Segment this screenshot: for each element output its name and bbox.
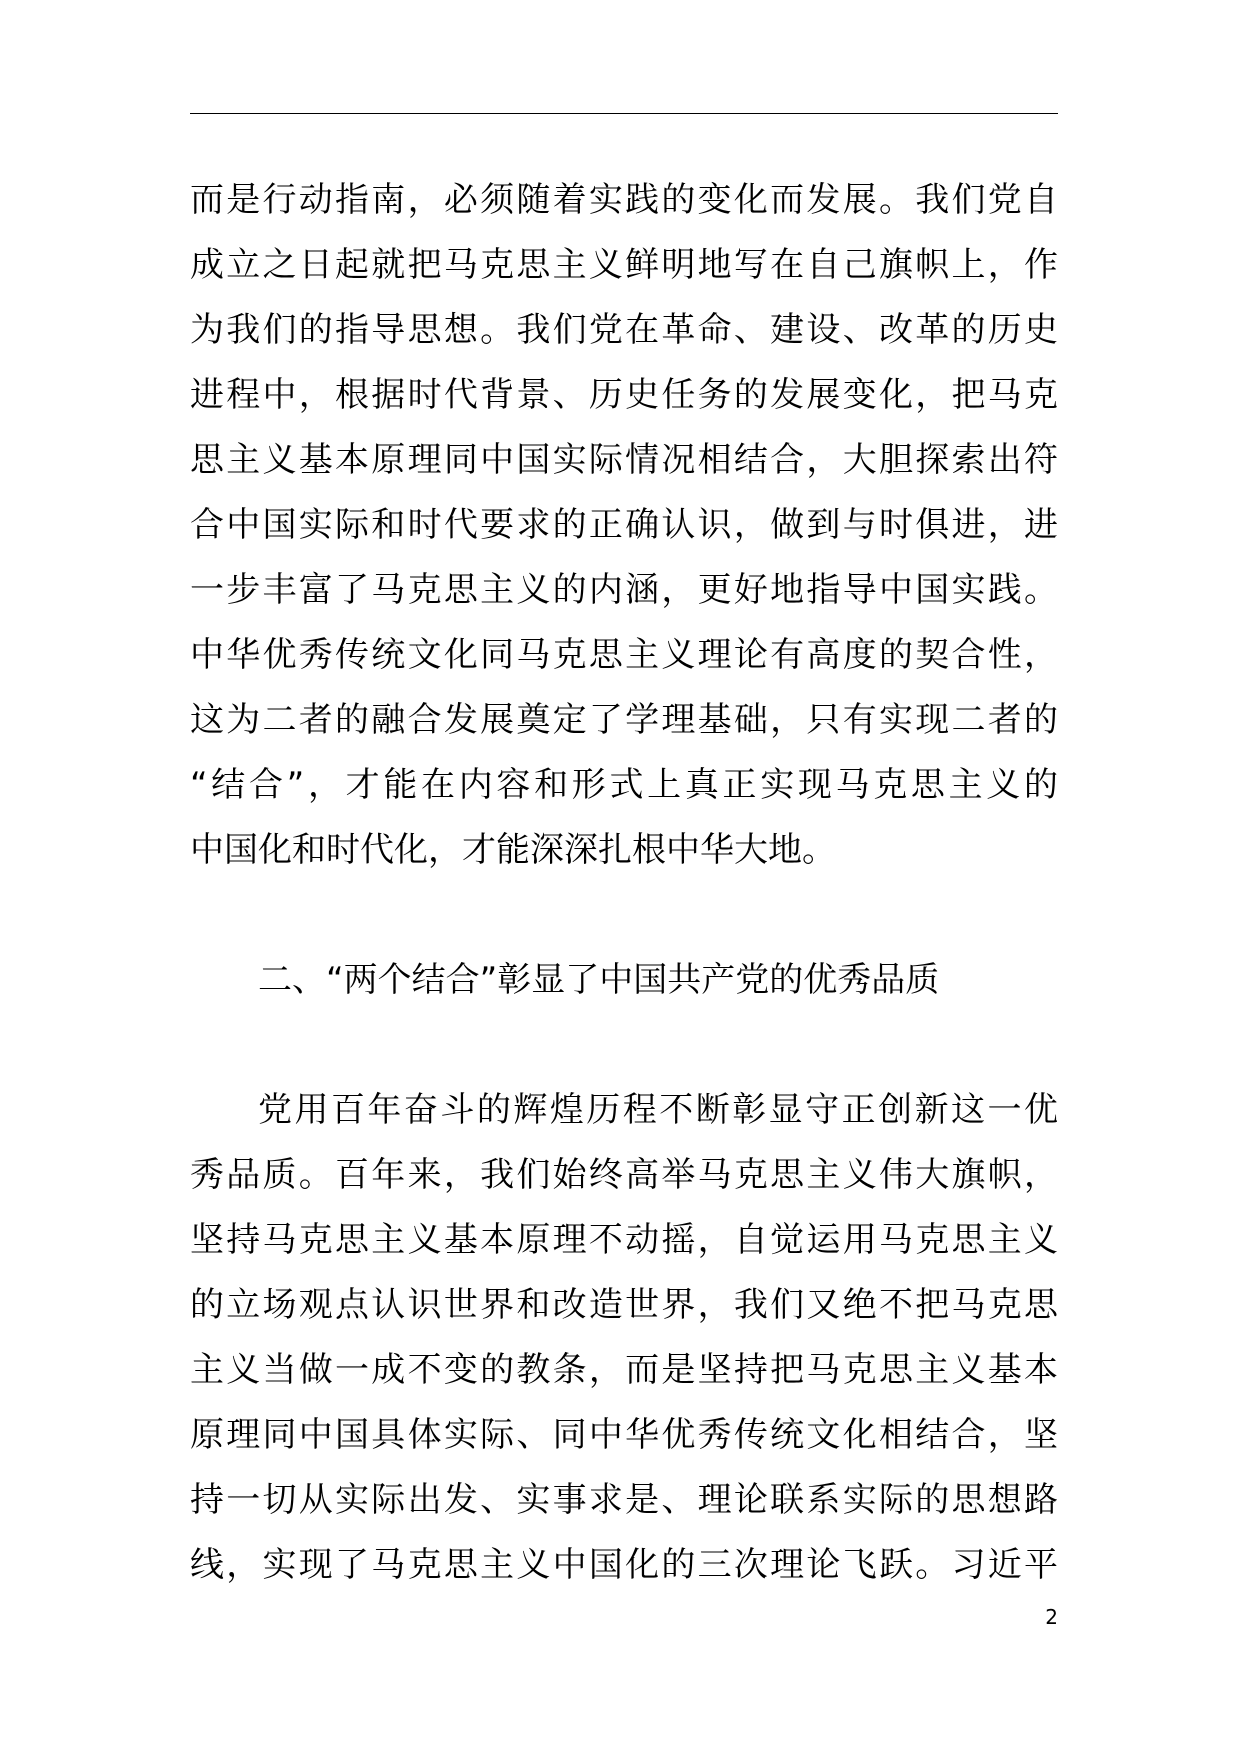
text-line: “结合”，才能在内容和形式上真正实现马克思主义的 xyxy=(190,765,1058,805)
text-line: 中华优秀传统文化同马克思主义理论有高度的契合性， xyxy=(190,635,1058,675)
spacer xyxy=(190,883,1058,948)
text-line: 线，实现了马克思主义中国化的三次理论飞跃。习近平 xyxy=(190,1545,1058,1585)
page-number: 2 xyxy=(1045,1605,1058,1629)
text-line: 这为二者的融合发展奠定了学理基础，只有实现二者的 xyxy=(190,700,1058,740)
text-line: 成立之日起就把马克思主义鲜明地写在自己旗帜上，作 xyxy=(190,245,1058,285)
paragraph-2 xyxy=(190,1078,1058,1598)
text-line: 进程中，根据时代背景、历史任务的发展变化，把马克 xyxy=(190,375,1058,415)
text-line: 一步丰富了马克思主义的内涵，更好地指导中国实践。 xyxy=(190,570,1058,610)
text-line: 党用百年奋斗的辉煌历程不断彰显守正创新这一优 xyxy=(258,1090,1058,1130)
text-line: 思主义基本原理同中国实际情况相结合，大胆探索出符 xyxy=(190,440,1058,480)
text-line: 持一切从实际出发、实事求是、理论联系实际的思想路 xyxy=(190,1480,1058,1520)
header-rule xyxy=(190,113,1058,114)
text-line: 原理同中国具体实际、同中华优秀传统文化相结合，坚 xyxy=(190,1415,1058,1455)
section-heading: 二、“两个结合”彰显了中国共产党的优秀品质 xyxy=(258,960,940,1000)
spacer xyxy=(190,1013,1058,1078)
text-line: 坚持马克思主义基本原理不动摇，自觉运用马克思主义 xyxy=(190,1220,1058,1260)
paragraph-1 xyxy=(190,168,1058,883)
text-line: 为我们的指导思想。我们党在革命、建设、改革的历史 xyxy=(190,310,1058,350)
text-line: 秀品质。百年来，我们始终高举马克思主义伟大旗帜， xyxy=(190,1155,1058,1195)
text-line: 合中国实际和时代要求的正确认识，做到与时俱进，进 xyxy=(190,505,1058,545)
text-line: 中国化和时代化，才能深深扎根中华大地。 xyxy=(190,830,836,870)
document-body xyxy=(190,168,1058,1598)
text-line: 的立场观点认识世界和改造世界，我们又绝不把马克思 xyxy=(190,1285,1058,1325)
text-line: 而是行动指南，必须随着实践的变化而发展。我们党自 xyxy=(190,180,1058,220)
text-line: 主义当做一成不变的教条，而是坚持把马克思主义基本 xyxy=(190,1350,1058,1390)
